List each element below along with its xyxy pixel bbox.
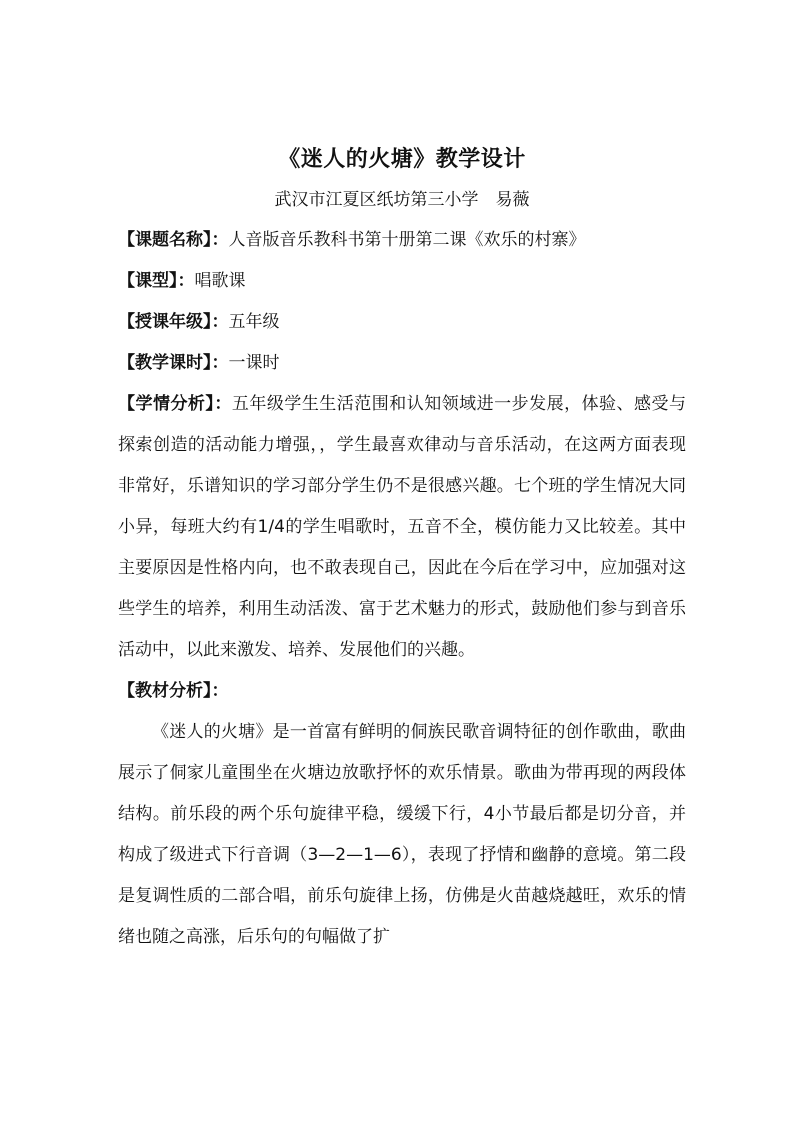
field-topic <box>118 220 686 261</box>
section-student-analysis-text: 五年级学生生活范围和认知领域进一步发展，体验、感受与探索创造的活动能力增强，，学生最喜欢律动与音乐活动，在这两方面表现非常好，乐谱知识的学习部分学生仍不是很感兴趣。七个班的学生情况大同小异，每班大约有1/4的学生唱歌时，五音不全，模仿能力又比较差。其中主要原因是性格内向，也不敢表现自己，因此在今后在学习中，应加强对这些学生的培养，利用生动活泼、富于艺术魅力的形式，鼓励他们参与到音乐活动中，以此来激发、培养、发展他们的兴趣。 <box>118 394 686 660</box>
field-topic-value: 人音版音乐教科书第十册第二课《欢乐的村寨》 <box>228 230 586 250</box>
document-title: 《迷人的火塘》教学设计 <box>278 147 526 172</box>
section-material-text: 《迷人的火塘》是一首富有鲜明的侗族民歌音调特征的创作歌曲，歌曲展示了侗家儿童围坐在火塘边放歌抒怀的欢乐情景。歌曲为带再现的两段体结构。前乐段的两个乐句旋律平稳，缓缓下行，4小节最后都是切分音，并构成了级进式下行音调（3—2—1—6），表现了抒情和幽静的意境。第二段是复调性质的二部合唱，前乐句旋律上扬，仿佛是火苗越烧越旺，欢乐的情绪也随之高涨，后乐句的句幅做了扩 <box>118 722 686 947</box>
field-grade-label: 【授课年级】： <box>118 312 229 332</box>
field-type <box>118 261 686 302</box>
field-hours <box>118 343 686 384</box>
field-hours-label: 【教学课时】： <box>118 353 229 373</box>
section-student-analysis-label: 【学情分析】： <box>118 394 232 414</box>
field-type-label: 【课型】： <box>118 271 195 291</box>
field-grade-value: 五年级 <box>228 312 280 332</box>
field-hours-value: 一课时 <box>228 353 280 373</box>
document-page <box>118 140 686 958</box>
field-topic-label: 【课题名称】： <box>118 230 229 250</box>
section-material-label: 【教材分析】： <box>118 681 229 701</box>
section-material-heading <box>118 671 686 712</box>
field-type-value: 唱歌课 <box>194 271 246 291</box>
section-student-analysis <box>118 384 686 671</box>
field-grade <box>118 302 686 343</box>
document-author: 武汉市江夏区纸坊第三小学 易薇 <box>274 190 530 210</box>
